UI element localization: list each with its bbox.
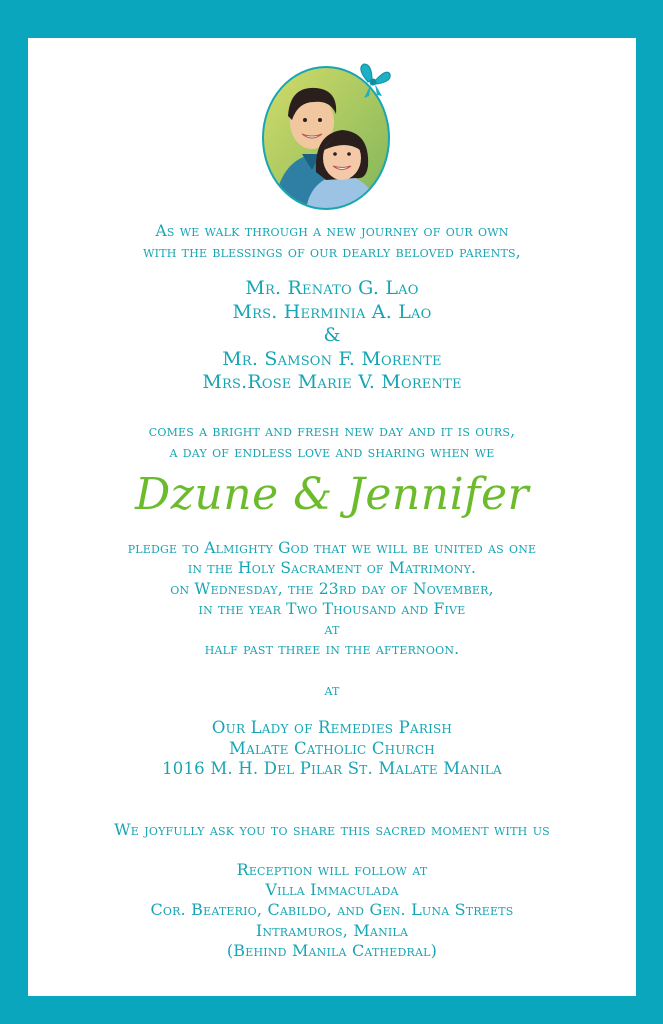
parent-name: Mr. Renato G. Lao (245, 277, 419, 299)
venue-line: Malate Catholic Church (229, 738, 435, 758)
reception-line: (Behind Manila Cathedral) (226, 940, 438, 960)
spacer (28, 660, 636, 680)
ask-line: We joyfully ask you to share this sacred moment with us (114, 820, 550, 839)
mid-text (28, 421, 636, 463)
venue-line: Our Lady of Remedies Parish (211, 718, 453, 737)
reception-line: Intramuros, Manila (255, 920, 409, 940)
reception-line: Reception will follow at (236, 860, 428, 879)
pledge-line: on Wednesday, the 23rd day of November, (170, 579, 494, 598)
parent-name: Mrs.Rose Marie V. Morente (202, 371, 462, 393)
mid-line: a day of endless love and sharing when we (169, 443, 495, 461)
ampersand: & (323, 324, 341, 346)
pledge-line: half past three in the afternoon. (204, 640, 460, 659)
parents-list (28, 277, 636, 395)
intro-text (28, 221, 636, 263)
pledge-line: in the Holy Sacrament of Matrimony. (187, 559, 477, 578)
venue-text (28, 718, 636, 780)
venue-line: 1016 M. H. Del Pilar St. Malate Manila (162, 759, 502, 778)
parent-name: Mrs. Herminia A. Lao (232, 300, 432, 323)
pledge-line: at (324, 620, 340, 639)
pledge-text (28, 538, 636, 700)
pledge-line: pledge to Almighty God that we will be united as one (127, 539, 537, 557)
intro-line: As we walk through a new journey of our own (155, 222, 509, 240)
invitation-card (28, 38, 636, 996)
mid-line: comes a bright and fresh new day and it is ours, (148, 422, 516, 440)
couple-names: Dzune & Jennifer (134, 469, 530, 520)
reception-line: Villa Immaculada (265, 880, 399, 900)
reception-text (28, 860, 636, 961)
reception-line: Cor. Beaterio, Cabildo, and Gen. Luna Streets (150, 900, 514, 920)
couple-portrait-icon (260, 54, 392, 210)
intro-line: with the blessings of our dearly beloved parents, (143, 243, 521, 261)
pledge-line: at (324, 680, 340, 699)
pledge-line: in the year Two Thousand and Five (198, 599, 466, 618)
parent-name: Mr. Samson F. Morente (222, 347, 442, 370)
ask-text (28, 819, 636, 841)
